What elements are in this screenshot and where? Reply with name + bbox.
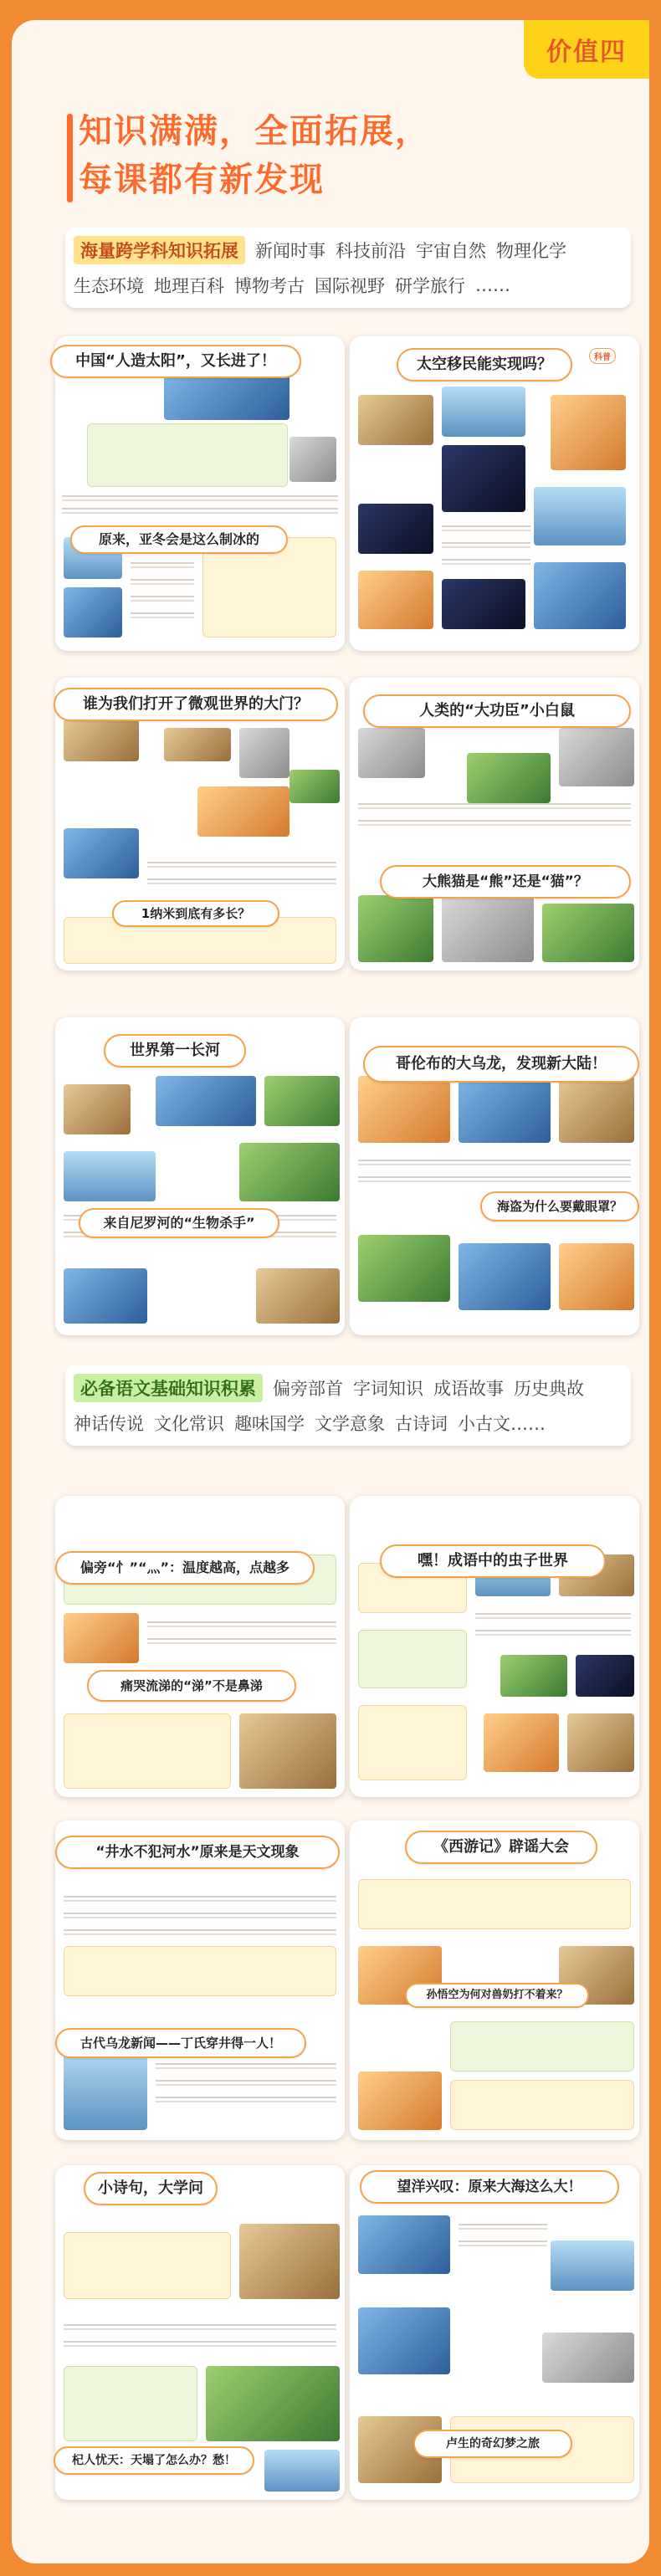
science-tag: 海量跨学科知识拓展 — [74, 236, 245, 264]
keyword: 趣味国学 — [234, 1414, 305, 1434]
card-subtitle: 痛哭流涕的“涕”不是鼻涕 — [87, 1670, 296, 1702]
keyword: 文学意象 — [315, 1414, 385, 1434]
card-subtitle: 海盗为什么要戴眼罩？ — [480, 1191, 639, 1221]
page-preview-radicals — [55, 1496, 345, 1797]
card-subtitle: 1纳米到底有多长？ — [112, 900, 279, 927]
card-title: 世界第一长河 — [104, 1034, 246, 1068]
keyword: 文化常识 — [154, 1414, 224, 1434]
card-title: 望洋兴叹：原来大海这么大！ — [360, 2170, 619, 2204]
keyword: …… — [475, 275, 510, 295]
keyword: 偏旁部首 — [273, 1379, 343, 1399]
value-tab-label: 价值四 — [546, 38, 627, 67]
keyword: 物理化学 — [496, 241, 566, 261]
page-preview-insect-idioms — [350, 1496, 639, 1797]
keyword: 研学旅行 — [395, 276, 465, 296]
card-title: 嘿！成语中的虫子世界 — [380, 1544, 606, 1578]
keyword: 古诗词 — [395, 1414, 448, 1434]
keyword: 历史典故 — [514, 1379, 584, 1399]
card-subtitle: 大熊猫是“熊”还是“猫”？ — [380, 865, 631, 899]
keyword: 地理百科 — [154, 276, 224, 296]
page-preview-journey-west — [350, 1821, 639, 2140]
card-subtitle: 古代乌龙新闻——丁氏穿井得一人！ — [55, 2028, 306, 2058]
content-frame — [12, 20, 649, 2563]
card-title: 谁为我们打开了微观世界的大门？ — [54, 688, 338, 721]
card-subtitle: 孙悟空为何对兽奶打不着来？ — [405, 1983, 589, 2008]
language-keywords-box — [65, 1365, 631, 1446]
keyword: 神话传说 — [74, 1414, 144, 1434]
card-title: 中国“人造太阳”，又长进了！ — [50, 345, 301, 378]
keyword: 博物考古 — [234, 276, 305, 296]
keyword: 新闻时事 — [255, 241, 325, 261]
card-title: 哥伦布的大乌龙，发现新大陆！ — [363, 1046, 639, 1083]
card-subtitle: 来自尼罗河的“生物杀手” — [79, 1208, 279, 1238]
page-preview-artificial-sun — [55, 336, 345, 651]
card-title: “井水不犯河水”原来是天文现象 — [55, 1836, 340, 1869]
headline-line1: 知识满满，全面拓展， — [79, 112, 430, 151]
section-badge: 科普 — [589, 348, 616, 364]
keyword: 字词知识 — [353, 1379, 423, 1399]
keyword: 科技前沿 — [336, 241, 406, 261]
card-title: 小诗句，大学问 — [84, 2172, 218, 2205]
headline-line2: 每课都有新发现 — [79, 161, 325, 199]
card-title: 太空移民能实现吗？ — [397, 348, 572, 382]
keyword: 成语故事 — [433, 1379, 504, 1399]
keyword: 小古文…… — [458, 1414, 546, 1434]
card-title: 人类的“大功臣”小白鼠 — [363, 694, 631, 728]
language-tag: 必备语文基础知识积累 — [74, 1374, 263, 1402]
card-title: 偏旁“忄”“灬”：温度越高，点越多 — [55, 1551, 315, 1585]
card-subtitle: 原来，亚冬会是这么制冰的 — [70, 525, 288, 554]
keyword: 生态环境 — [74, 276, 144, 296]
keyword: 宇宙自然 — [416, 241, 486, 261]
headline — [79, 107, 597, 204]
card-title: 《西游记》辟谣大会 — [405, 1831, 597, 1864]
science-keywords-box — [65, 228, 631, 308]
card-subtitle: 卢生的奇幻梦之旅 — [413, 2430, 572, 2458]
keyword: 国际视野 — [315, 276, 385, 296]
card-subtitle: 杞人忧天：天塌了怎么办？愁！ — [54, 2446, 254, 2475]
headline-accent — [67, 114, 73, 202]
page-preview-space-migration — [350, 336, 639, 651]
value-tab — [524, 20, 649, 79]
